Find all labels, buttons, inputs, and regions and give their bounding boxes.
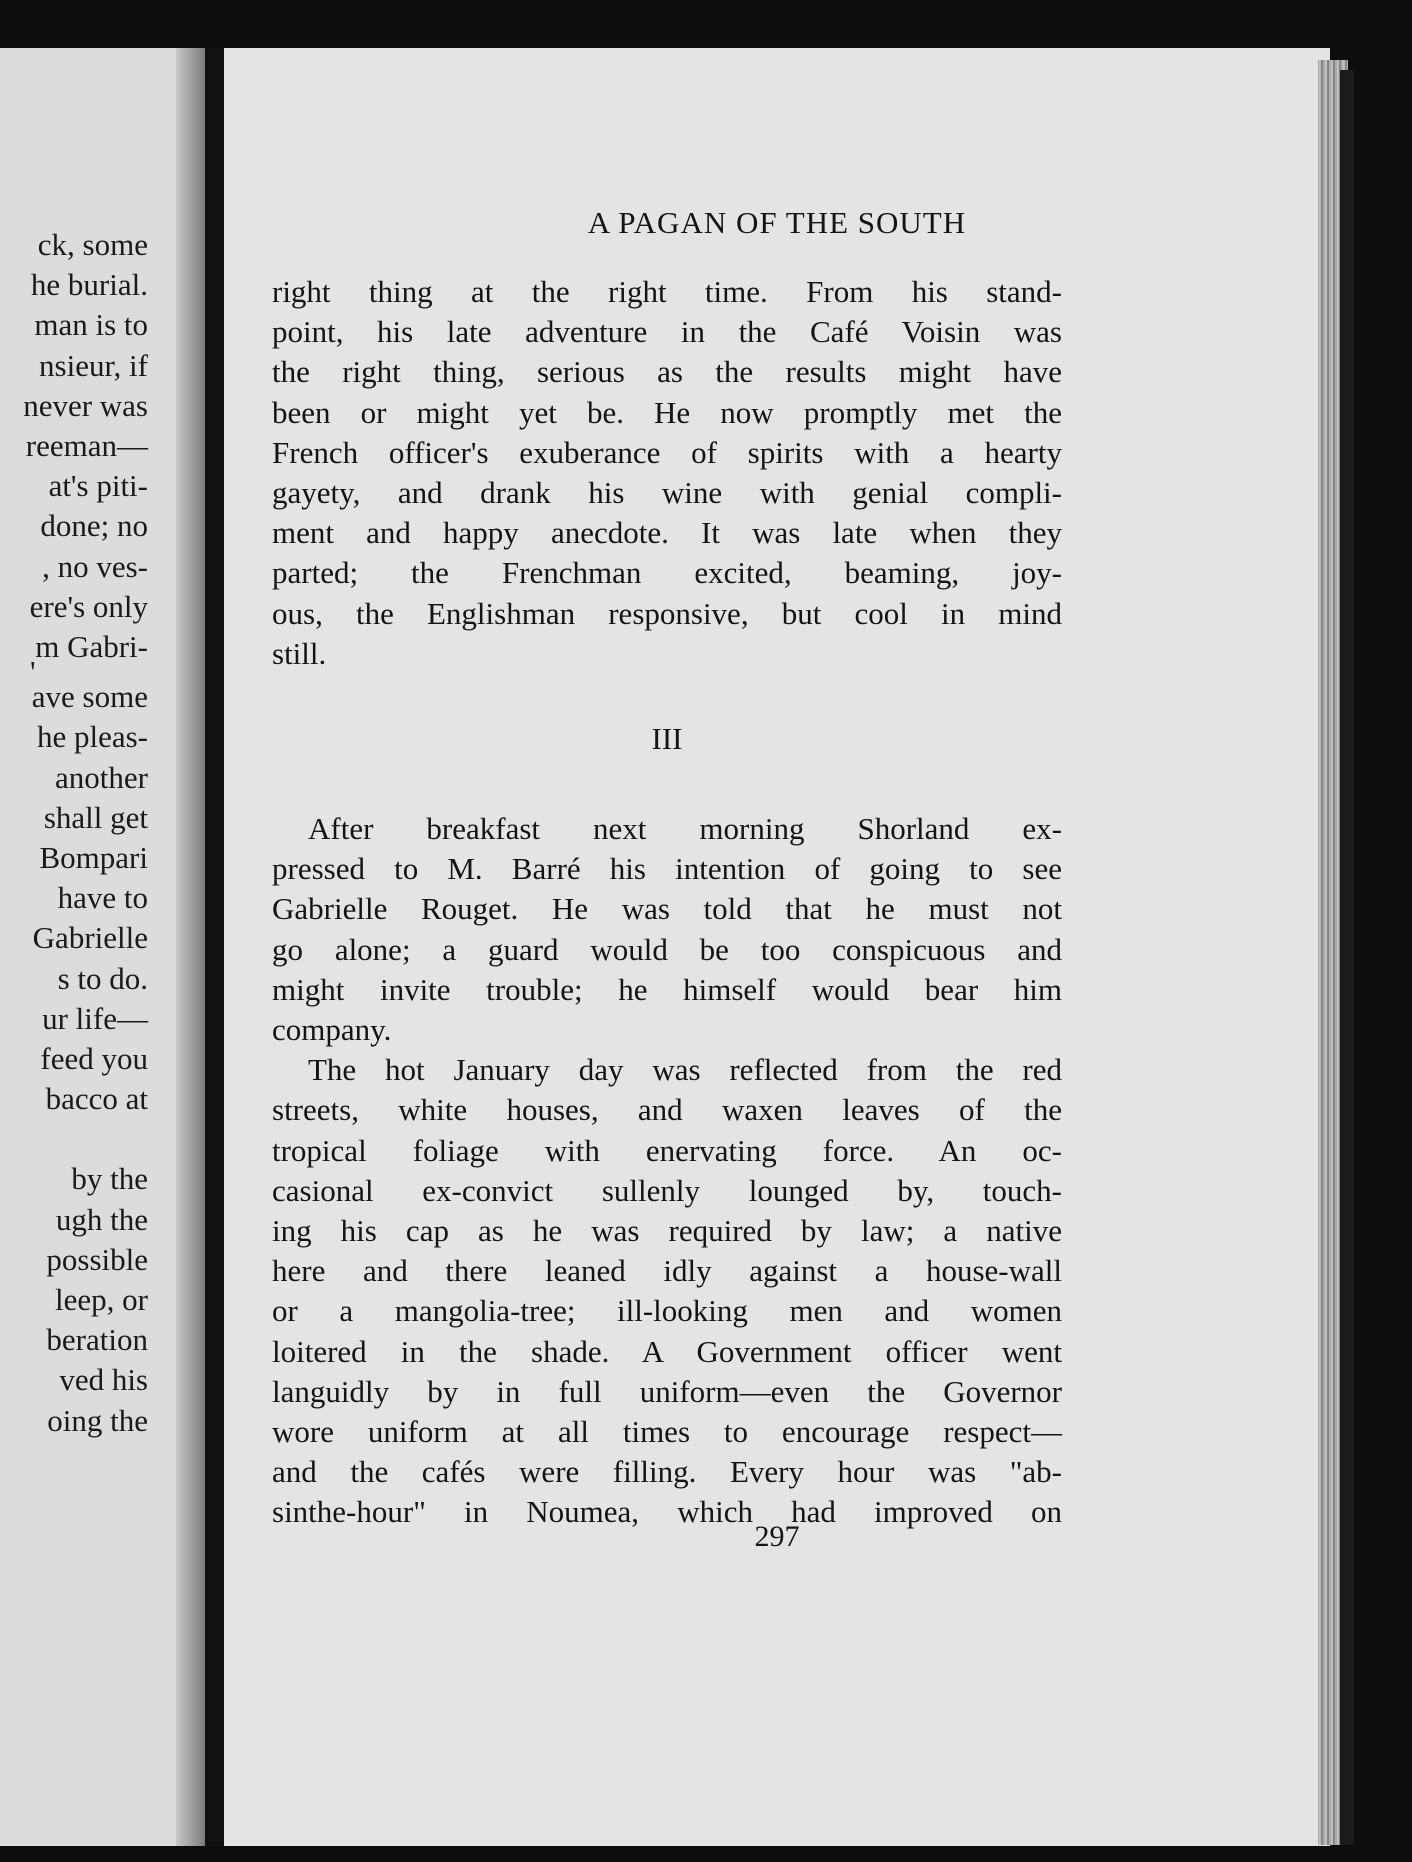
book-spine-shadow (206, 48, 224, 1846)
text-line: might invite trouble; he himself would bear him (272, 971, 1062, 1007)
text-line: ment and happy anecdote. It was late when they (272, 515, 1062, 551)
text-line: Gabrielle Rouget. He was told that he must not (272, 891, 1062, 927)
left-line: , no ves- (42, 548, 148, 584)
text-line: loitered in the shade. A Government officer went (272, 1333, 1062, 1369)
left-line: nsieur, if (39, 347, 148, 383)
left-line: man is to (34, 307, 148, 343)
text-line: The hot January day was reflected from the red (308, 1052, 1062, 1088)
text-line: still. (272, 635, 327, 671)
page-edge-shadow (1340, 70, 1354, 1845)
running-head: A PAGAN OF THE SOUTH (587, 205, 967, 240)
text-line: here and there leaned idly against a house-wall (272, 1253, 1062, 1289)
left-line: feed you (40, 1041, 148, 1077)
text-line: ing his cap as he was required by law; a native (272, 1213, 1062, 1249)
left-line: have to (57, 880, 148, 916)
left-line: shall get (43, 799, 148, 835)
left-line: never was (23, 387, 148, 423)
text-line: parted; the Frenchman excited, beaming, joy- (272, 555, 1062, 591)
left-line: beration (46, 1322, 148, 1358)
text-line: ous, the Englishman responsive, but cool in mind (272, 595, 1062, 631)
left-line: ur life— (42, 1000, 148, 1036)
left-line: ugh the (55, 1201, 148, 1237)
text-line: After breakfast next morning Shorland ex- (308, 811, 1062, 847)
section-number: III (651, 721, 683, 757)
left-line: Gabrielle (32, 920, 148, 956)
left-line: ave some (31, 679, 148, 715)
text-line: gayety, and drank his wine with genial compli- (272, 475, 1062, 511)
text-line: the right thing, serious as the results might have (272, 354, 1062, 390)
text-line: casional ex-convict sullenly lounged by, touch- (272, 1172, 1062, 1208)
left-line: reeman— (25, 428, 148, 464)
page-number: 297 (754, 1520, 800, 1553)
left-line: ved his (59, 1362, 148, 1398)
body-text (272, 272, 1062, 1533)
text-line: or a mangolia-tree; ill-looking men and women (272, 1293, 1062, 1329)
left-line: s to do. (57, 960, 148, 996)
text-line: languidly by in full uniform—even the Governor (272, 1373, 1062, 1409)
text-line: wore uniform at all times to encourage respect— (272, 1414, 1062, 1450)
text-line: streets, white houses, and waxen leaves of the (272, 1092, 1062, 1128)
left-page-text (0, 225, 148, 1441)
left-line: done; no (40, 508, 148, 544)
left-line: Bompari (39, 840, 148, 876)
left-line: m Gabri- (35, 629, 148, 665)
left-line: leep, or (55, 1282, 148, 1318)
text-line: been or might yet be. He now promptly met the (272, 394, 1062, 430)
text-line: tropical foliage with enervating force. An oc- (272, 1132, 1062, 1168)
left-gutter-shadow (176, 48, 205, 1846)
text-line: pressed to M. Barré his intention of going to see (272, 851, 1062, 887)
text-line: point, his late adventure in the Café Voisin was (272, 314, 1062, 350)
left-line: bacco at (45, 1081, 148, 1117)
left-line (0, 1119, 148, 1159)
left-line: ' (30, 654, 36, 690)
text-line: right thing at the right time. From his stand- (272, 274, 1062, 309)
left-line: at's piti- (48, 468, 148, 504)
text-line: and the cafés were filling. Every hour was "ab- (272, 1454, 1062, 1490)
text-line: sinthe-hour" in Noumea, which had improved on (272, 1494, 1062, 1530)
left-line: oing the (47, 1402, 148, 1438)
text-line: company. (272, 1012, 392, 1048)
left-line: by the (71, 1161, 148, 1197)
text-line: French officer's exuberance of spirits with a hearty (272, 434, 1062, 470)
left-line: ere's only (29, 588, 148, 624)
left-line: possible (46, 1241, 148, 1277)
text-line: go alone; a guard would be too conspicuous and (272, 931, 1062, 967)
left-line: another (55, 759, 148, 795)
left-line: he burial. (30, 267, 148, 303)
left-line: he pleas- (36, 719, 148, 755)
left-line: ck, some (37, 227, 148, 262)
